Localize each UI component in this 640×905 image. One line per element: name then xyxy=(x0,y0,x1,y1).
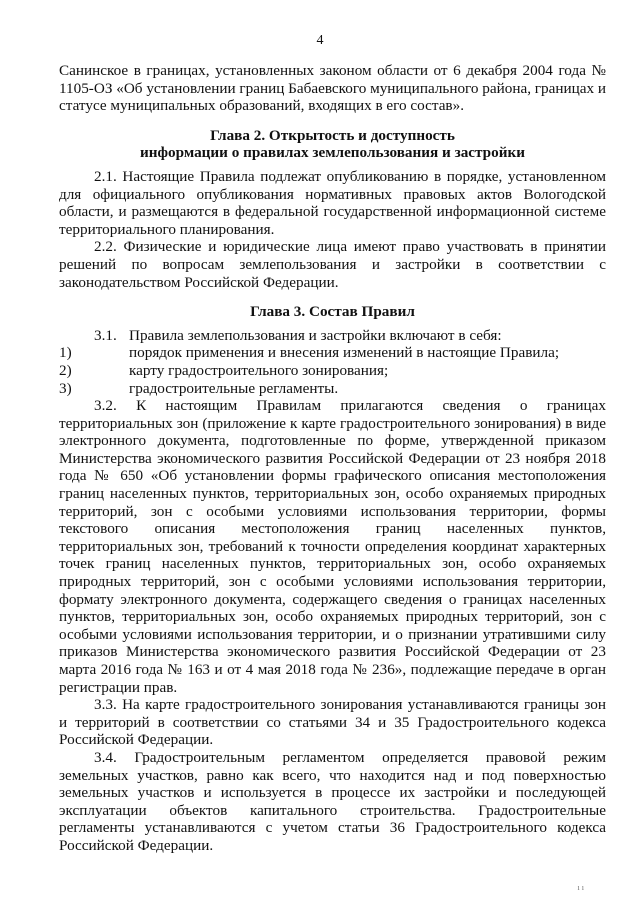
chapter-2-title-line-1: Глава 2. Открытость и доступность xyxy=(210,126,455,144)
paragraph-3-4: 3.4. Градостроительным регламентом определяется правовой режим земельных участков, равно как всего, что находится над и под поверхностью земельных участков и используется в процессе их застройки и последующей эксплуатации объектов капитального строительства. Градостроительные регламенты устанавливаются с учетом статьи 36 Градостроительного кодекса Российской Федерации. xyxy=(59,748,606,854)
scan-mark: ı ı xyxy=(577,883,584,893)
list-item xyxy=(59,327,606,345)
paragraph-3-3: 3.3. На карте градостроительного зонирования устанавливаются границы зон и территорий в соответствии со статьями 34 и 35 Градостроительного кодекса Российской Федерации. xyxy=(59,696,606,749)
list-item xyxy=(59,344,606,362)
list-item-number: 3) xyxy=(59,379,72,397)
list-item xyxy=(59,380,606,398)
list-item-number: 1) xyxy=(59,344,72,362)
list-item-text: градостроительные регламенты. xyxy=(129,379,339,397)
list-item-number: 2) xyxy=(59,361,72,379)
intro-paragraph: Санинское в границах, установленных законом области от 6 декабря 2004 года № 1105-ОЗ «Об установлении границ Бабаевского муниципального района, границах и статусе муниципальных образований, входящих в его состав». xyxy=(59,62,607,115)
page-number: 4 xyxy=(316,33,324,48)
paragraph-2-1: 2.1. Настоящие Правила подлежат опубликованию в порядке, установленном для официального опубликования нормативных правовых актов Вологодской области, и размещаются в федеральной государственной информационной системе территориального планирования. xyxy=(59,167,606,238)
list-item-number: 3.1. xyxy=(94,326,117,344)
paragraph-3-2: 3.2. К настоящим Правилам прилагаются сведения о границах территориальных зон (приложение к карте градостроительного зонирования) в виде электронного документа, подготовленные по форме, утвержденной приказом Министерства экономического развития Российской Федерации от 23 ноября 2018 года № 650 «Об установлении формы графического описания местоположения границ населенных пунктов, территориальных зон, особо охраняемых природных территорий, зон с особыми условиями использования территории, формы текстового описания местоположения границ населенных пунктов, территориальных зон, требований к точности определения координат характерных точек границ населенных пунктов, территориальных зон, особо охраняемых природных территорий, зон с особыми условиями использования территории, формату электронного документа, содержащего сведения о границах населенных пунктов, территориальных зон, особо охраняемых природных территорий, зон с особыми условиями использования территории, и о признании утратившими силу приказов Министерства экономического развития Российской Федерации от 23 марта 2016 года № 163 и от 4 мая 2018 года № 236», подлежащие передаче в орган регистрации прав. xyxy=(59,397,606,696)
chapter-2-title-line-2: информации о правилах землепользования и застройки xyxy=(140,144,525,162)
list-item xyxy=(59,362,606,380)
page-content xyxy=(59,62,606,855)
paragraph-2-2: 2.2. Физические и юридические лица имеют право участвовать в принятии решений по вопросам землепользования и застройки в соответствии с законодательством Российской Федерации. xyxy=(59,238,606,291)
list-item-text: порядок применения и внесения изменений в настоящие Правила; xyxy=(129,344,560,362)
list-item-text: Правила землепользования и застройки включают в себя: xyxy=(129,326,502,344)
chapter-3-title: Глава 3. Состав Правил xyxy=(250,303,415,321)
list-item-text: карту градостроительного зонирования; xyxy=(129,361,389,379)
chapter-2-title xyxy=(59,127,606,162)
